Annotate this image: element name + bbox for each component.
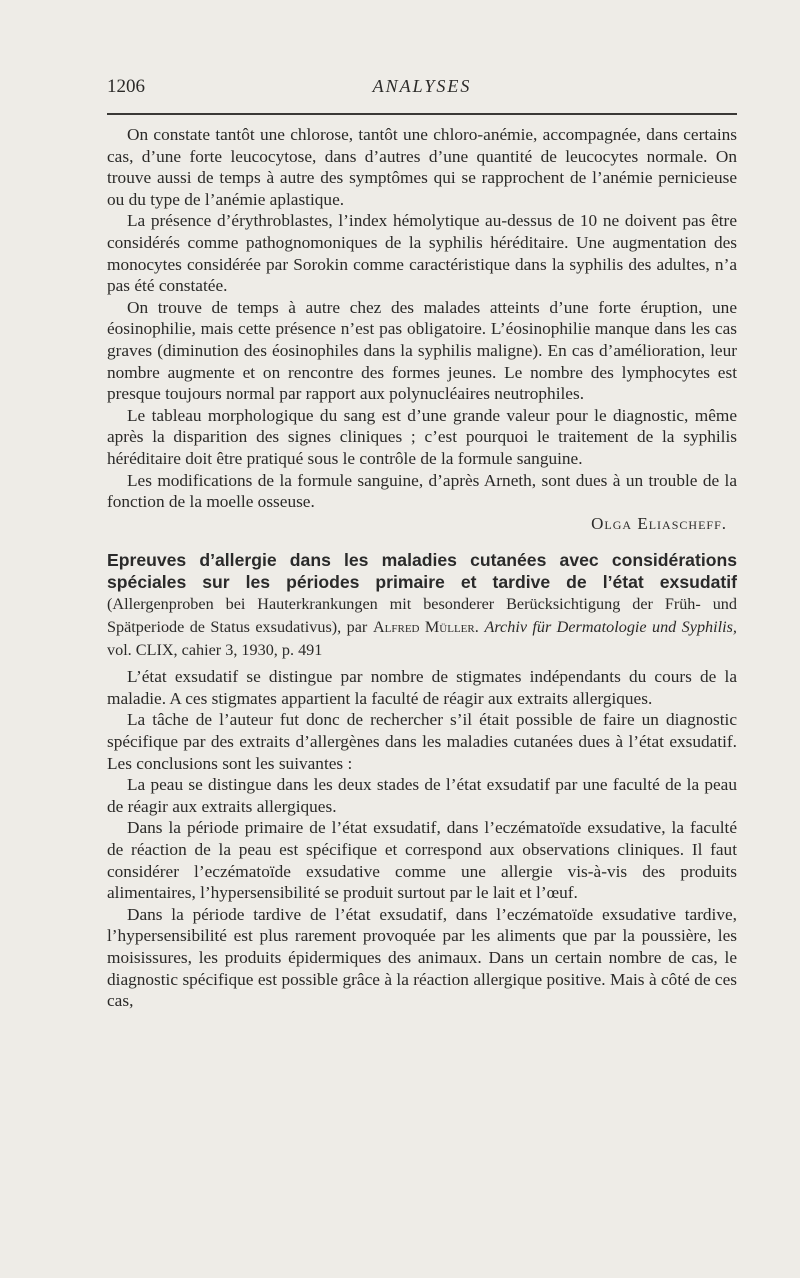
running-title: ANALYSES: [372, 76, 472, 96]
paragraph: Les modifications de la formule sanguine, d’après Arneth, sont dues à un trouble de la fonction de la moelle osseuse.: [107, 470, 737, 512]
paragraph: On constate tantôt une chlorose, tantôt une chloro-anémie, accompagnée, dans certains cas, d’une forte leucocytose, dans d’autres d’une quantité de leucocytes normale. On trouve aussi de temps à autre des symptômes qui se rapprochent de l’anémie pernicieuse ou du type de l’anémie aplastique.: [107, 125, 737, 209]
article-heading: [107, 550, 737, 661]
author-signature: Olga Eliascheff.: [591, 513, 727, 533]
page-header: [107, 76, 737, 102]
article-original-title: (Allergenproben bei Hauterkrankungen mit besonderer Berücksichtigung der Früh- und Spätperiode de Status exsudativus), par: [107, 595, 737, 637]
paragraph: La présence d’érythroblastes, l’index hémolytique au-dessus de 10 ne doivent pas être considérés comme pathognomoniques de la syphilis héréditaire. Une augmentation des monocytes considérée par Sorokin comme caractéristique dans la syphilis des adultes, n’a pas été constatée.: [107, 211, 737, 296]
paragraph: Dans la période tardive de l’état exsudatif, dans l’eczématoïde exsudative tardive, l’hypersensibilité est plus rarement provoquée par les aliments que par la poussière, les moisissures, les produits épidermiques des animaux. Dans un certain nombre de cas, le diagnostic spécifique est possible grâce à la réaction allergique positive. Mais à côté de ces cas,: [107, 904, 737, 1011]
article-journal: Archiv für Dermatologie und Syphilis,: [484, 618, 737, 637]
paragraph: L’état exsudatif se distingue par nombre de stigmates indépendants du cours de la maladie. A ces stigmates appartient la faculté de réagir aux extraits allergiques.: [107, 667, 737, 708]
article-title: Epreuves d’allergie dans les maladies cutanées avec considérations spéciales sur les périodes primaire et tardive de l’état exsudatif: [107, 550, 737, 592]
paragraph: Dans la période primaire de l’état exsudatif, dans l’eczématoïde exsudative, la faculté de réaction de la peau est spécifique et correspond aux observations cliniques. Il faut considérer l’eczématoïde exsudative comme une allergie vis-à-vis des produits alimentaires, l’hypersensibilité se produit surtout par le lait et l’œuf.: [107, 818, 737, 903]
paragraph: La tâche de l’auteur fut donc de rechercher s’il était possible de faire un diagnostic spécifique par des extraits d’allergènes dans les maladies cutanées dues à l’état exsudatif. Les conclusions sont les suivantes :: [107, 710, 737, 773]
paragraph: Le tableau morphologique du sang est d’une grande valeur pour le diagnostic, même après la disparition des signes cliniques ; c’est pourquoi le traitement de la syphilis héréditaire doit être pratiqué sous le contrôle de la formule sanguine.: [107, 405, 737, 468]
paragraph: On trouve de temps à autre chez des malades atteints d’une forte éruption, une éosinophilie, mais cette présence n’est pas obligatoire. L’éosinophilie manque dans les cas graves (diminution des éosinophiles dans la syphilis maligne). En cas d’amélioration, leur nombre augmente et on rencontre des formes jeunes. Le nombre des lymphocytes est presque toujours normal par rapport aux polynucléaires neutrophiles.: [107, 297, 737, 404]
header-rule: [107, 113, 737, 115]
article-author: Alfred Müller.: [372, 618, 479, 637]
paragraph: La peau se distingue dans les deux stades de l’état exsudatif par une faculté de la peau de réagir aux extraits allergiques.: [107, 775, 737, 816]
page-number: 1206: [107, 76, 145, 97]
article-citation: vol. CLIX, cahier 3, 1930, p. 491: [107, 640, 323, 659]
body-text: [107, 124, 737, 1012]
